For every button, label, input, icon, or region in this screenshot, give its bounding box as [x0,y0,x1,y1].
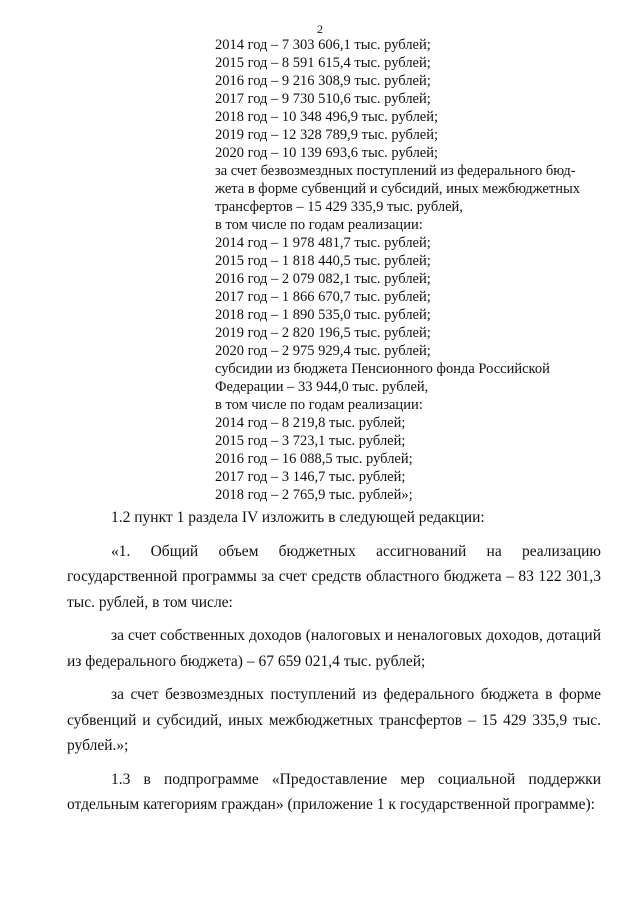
block-line: 2015 год – 1 818 440,5 тыс. рублей; [215,253,431,269]
paragraph-federal-transfers: за счет безвозмездных поступлений из федерального бюджета в форме субвенций и субсидий, иных межбюджетных трансфертов – 15 429 335,9 тыс. рублей.»; [67,686,601,754]
block-line: Федерации – 33 944,0 тыс. рублей, [215,379,429,395]
paragraph-item-1-2: 1.2 пункт 1 раздела IV изложить в следующей редакции: [111,509,485,526]
block-line: за счет безвозмездных поступлений из федерального бюд- [215,163,576,179]
block-line: 2018 год – 1 890 535,0 тыс. рублей; [215,307,431,323]
block-line: жета в форме субвенций и субсидий, иных межбюджетных [215,181,580,197]
paragraph-own-revenues: за счет собственных доходов (налоговых и неналоговых доходов, дотаций из федерального бюджета) – 67 659 021,4 тыс. рублей; [67,627,601,670]
block-line: в том числе по годам реализации: [215,217,423,233]
page-number: 2 [317,22,323,36]
block-line: 2016 год – 9 216 308,9 тыс. рублей; [215,73,431,89]
block-line: 2015 год – 3 723,1 тыс. рублей; [215,433,406,449]
block-line: 2020 год – 2 975 929,4 тыс. рублей; [215,343,431,359]
block-line: 2018 год – 2 765,9 тыс. рублей»; [215,487,413,503]
block-line: 2014 год – 8 219,8 тыс. рублей; [215,415,406,431]
paragraph-item-1-3: 1.3 в подпрограмме «Предоставление мер социальной поддержки отдельным категориям граждан» (приложение 1 к государственной программе): [67,770,601,813]
block-line: 2017 год – 3 146,7 тыс. рублей; [215,469,406,485]
block-line: в том числе по годам реализации: [215,397,423,413]
block-line: 2019 год – 12 328 789,9 тыс. рублей; [215,127,439,143]
block-line: 2020 год – 10 139 693,6 тыс. рублей; [215,145,439,161]
block-line: трансфертов – 15 429 335,9 тыс. рублей, [215,199,463,215]
block-line: 2016 год – 2 079 082,1 тыс. рублей; [215,271,431,287]
block-line: 2014 год – 7 303 606,1 тыс. рублей; [215,37,431,53]
block-line: 2018 год – 10 348 496,9 тыс. рублей; [215,109,439,125]
block-line: 2016 год – 16 088,5 тыс. рублей; [215,451,413,467]
document-body [67,505,601,826]
block-line: 2015 год – 8 591 615,4 тыс. рублей; [215,55,431,71]
paragraph-total-allocations: «1. Общий объем бюджетных ассигнований на реализацию государственной программы за счет средств областного бюджета – 83 122 301,3 тыс. рублей, в том числе: [67,542,601,611]
block-line: 2017 год – 1 866 670,7 тыс. рублей; [215,289,431,305]
block-line: 2014 год – 1 978 481,7 тыс. рублей; [215,235,431,251]
block-line: 2017 год – 9 730 510,6 тыс. рублей; [215,91,431,107]
block-line: субсидии из бюджета Пенсионного фонда Российской [215,361,550,377]
funding-by-year-block [215,36,615,504]
block-line: 2019 год – 2 820 196,5 тыс. рублей; [215,325,431,341]
